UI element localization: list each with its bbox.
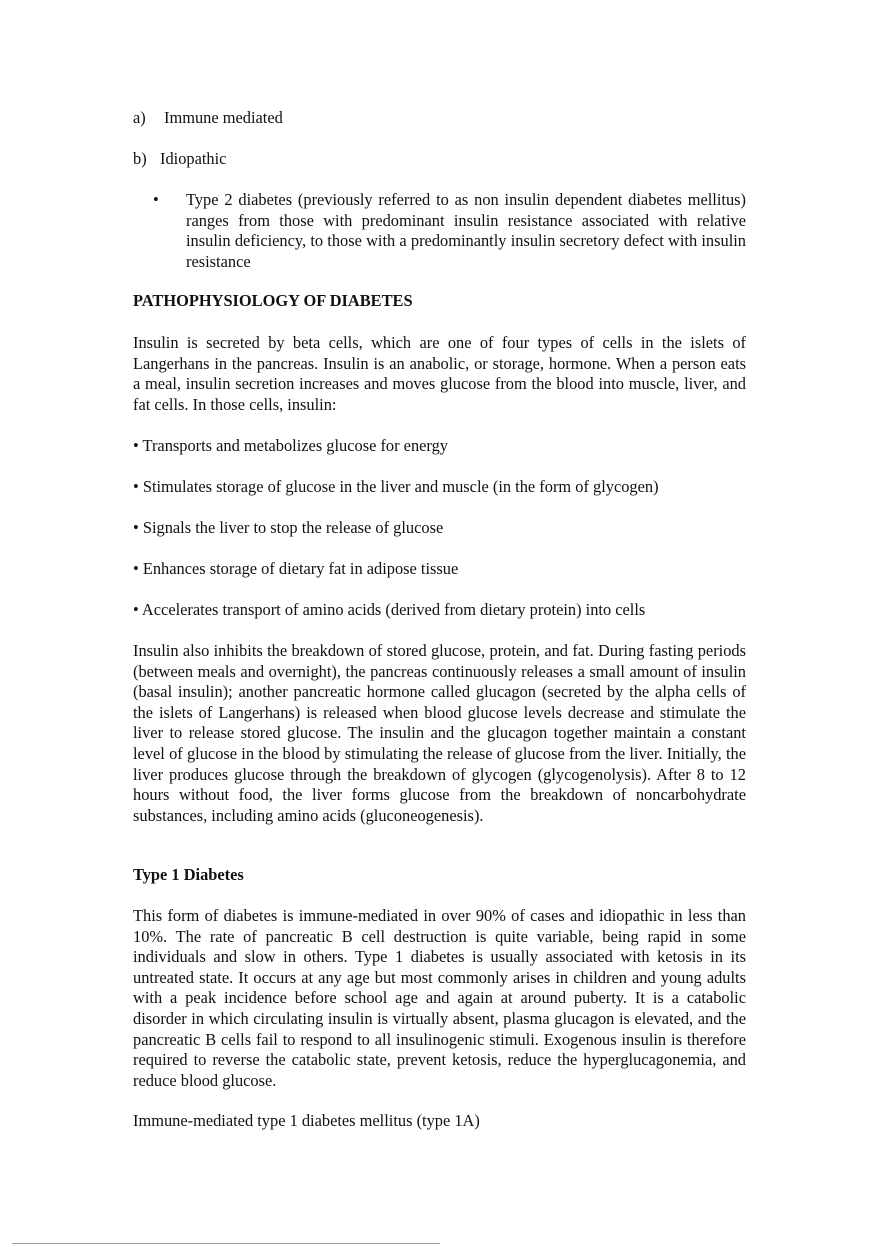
subheading-type1a: Immune-mediated type 1 diabetes mellitus (type 1A) <box>133 1111 480 1130</box>
footnote-divider <box>12 1243 440 1244</box>
list-item-immune-mediated <box>133 108 283 129</box>
insulin-action-item: • Transports and metabolizes glucose for energy <box>133 436 448 455</box>
paragraph-glucagon: Insulin also inhibits the breakdown of stored glucose, protein, and fat. During fasting periods (between meals and overnight), the pancreas continuously releases a small amount of insulin (basal insulin); another pancreatic hormone called glucagon (secreted by the alpha cells of the islets of Langerhans) is released when blood glucose levels decrease and stimulate the liver to release stored glucose. The insulin and the glucagon together maintain a constant level of glucose in the blood by stimulating the release of glucose from the liver. Initially, the liver produces glucose through the breakdown of glycogen (glycogenolysis). After 8 to 12 hours without food, the liver forms glucose from the breakdown of noncarbohydrate substances, including amino acids (gluconeogenesis). <box>133 641 746 825</box>
section-heading-type1: Type 1 Diabetes <box>133 865 244 884</box>
insulin-action-item: • Signals the liver to stop the release of glucose <box>133 518 444 537</box>
type2-bullet-text: Type 2 diabetes (previously referred to as non insulin dependent diabetes mellitus) ranges from those with predominant insulin resistance associated with relative insulin deficiency, to those with a predominantly insulin secretory defect with insulin resistance <box>186 190 746 271</box>
insulin-action-item: • Stimulates storage of glucose in the liver and muscle (in the form of glycogen) <box>133 477 659 496</box>
insulin-action-item: • Enhances storage of dietary fat in adipose tissue <box>133 559 459 578</box>
list-marker: b) <box>133 149 147 168</box>
list-item-idiopathic <box>133 149 226 170</box>
paragraph-type1: This form of diabetes is immune-mediated in over 90% of cases and idiopathic in less than 10%. The rate of pancreatic B cell destruction is quite variable, being rapid in some individuals and slow in others. Type 1 diabetes is usually associated with ketosis in its untreated state. It occurs at any age but most commonly arises in children and young adults with a peak incidence before school age and again at around puberty. It is a catabolic disorder in which circulating insulin is virtually absent, plasma glucagon is elevated, and the pancreatic B cells fail to respond to all insulinogenic stimuli. Exogenous insulin is therefore required to reverse the catabolic state, prevent ketosis, reduce the hyperglucagonemia, and reduce blood glucose. <box>133 906 746 1090</box>
list-item-text: Idiopathic <box>160 149 227 168</box>
type2-bullet <box>153 190 746 272</box>
paragraph-insulin-secretion: Insulin is secreted by beta cells, which are one of four types of cells in the islets of Langerhans in the pancreas. Insulin is an anabolic, or storage, hormone. When a person eats a meal, insulin secretion increases and moves glucose from the blood into muscle, liver, and fat cells. In those cells, insulin: <box>133 333 746 414</box>
section-heading-pathophysiology: PATHOPHYSIOLOGY OF DIABETES <box>133 291 413 310</box>
insulin-action-item: • Accelerates transport of amino acids (derived from dietary protein) into cells <box>133 600 646 619</box>
list-marker: a) <box>133 108 146 127</box>
list-item-text: Immune mediated <box>164 108 283 127</box>
bullet-icon: • <box>153 190 159 209</box>
